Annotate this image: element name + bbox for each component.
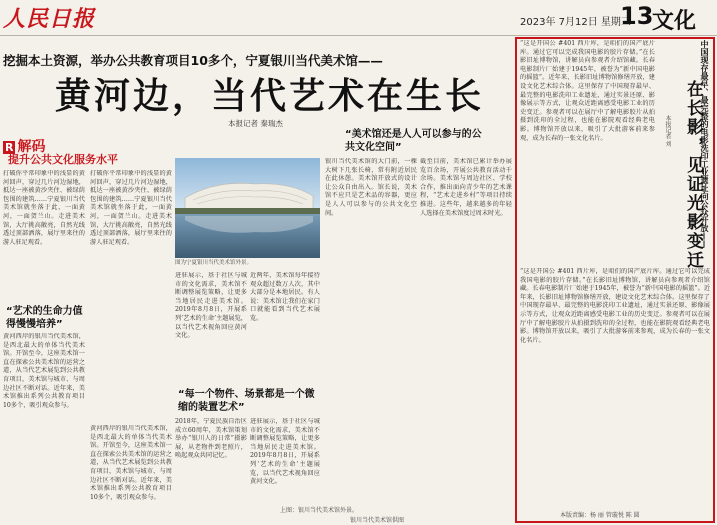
sidebar-kicker: 中国现存最早、最完整的电影洗印工业遗址向公众开放——	[700, 40, 709, 248]
article-column-1b: 黄河西岸的银川当代美术馆，是西北最大的单体当代美术馆。开馆至今，这座美术馆一直在探索公共美术馆的运营之道，从当代艺术展览到公共教育项目，美术馆与城市、与周边社区不断对话。近年来，美术馆推出系列公共教育项目10多个，吸引观众参与。	[3, 333, 85, 409]
lead-byline: 本报记者 秦瑞杰	[228, 119, 283, 128]
page-number: 13	[620, 2, 654, 30]
bottom-credit: 银川当代美术馆供图	[350, 517, 405, 524]
section-name: 文化	[652, 9, 697, 34]
sidebox-title-text: 解码	[17, 139, 46, 155]
lead-headline: 黄河边，当代艺术在生长	[55, 76, 485, 117]
sidebar-body-top: “这是开国公 #401 西片库，是咱们的国产底片库。通过它可以完成我国电影的胶片存储。”在长影旧址博物馆，讲解员向参观者介绍馆藏。长春电影制片厂始建于1945年，被誉为“新中国电影的摇篮”。近年来，长影旧址博物馆修缮开放，建设文化艺术综合体。这里保存了中国现存最早、最完整的电影洗印工业遗址，通过实景还原、影像展示等方式，让观众近距离感受电影工业的历史变迁。参观者可以在展厅中了解电影胶片从拍摄到洗印的全过程，也能在影院观看经典老电影。博物馆开放以来，吸引了大批游客前来参观，成为长春的一张文化名片。	[520, 40, 655, 142]
article-column-3: 银川当代美术馆的大门前，一棵大树下几张长椅，常有附近居民在此休憩。美术馆开放式的设计让公众自由出入。馆长说，美术馆不应只是艺术品的容器，更应是人人可以参与的公共文化空间。	[325, 158, 417, 217]
masthead	[0, 0, 717, 36]
sidebar-body-bottom: “这是开国公 #401 西片库，是咱们的国产底片库。通过它可以完成我国电影的胶片存储。”在长影旧址博物馆，讲解员向参观者介绍馆藏。长春电影制片厂始建于1945年，被誉为“新中国电影的摇篮”。近年来，长影旧址博物馆修缮开放，建设文化艺术综合体。这里保存了中国现存最早、最完整的电影洗印工业遗址，通过实景还原、影像展示等方式，让观众近距离感受电影工业的历史变迁。参观者可以在展厅中了解电影胶片从拍摄到洗印的全过程，也能在影院观看经典老电影。博物馆开放以来，吸引了大批游客前来参观，成为长春的一张文化名片。	[520, 268, 710, 344]
museum-photo	[175, 158, 320, 258]
newspaper-logo: 人民日报	[3, 6, 96, 32]
subhead-3: “美术馆还是人人可以参与的公共文化空间”	[345, 129, 482, 153]
article-column-1a: 打破你平常印象中的浅显的黄河回声，穿过几片河边湿地，抵达一座被黄沙夹住、被绿荫包围的建筑……宁夏银川当代美术馆就坐落于此，一面黄河，一面贺兰山。走进美术馆，大厅挑高敞亮，自然光线透过顶部洒落，展厅里来往的游人驻足观看。	[3, 170, 85, 246]
article-column-4: 截至目前，美术馆已累计举办展览百余场，开展公共教育活动千余场。美术馆与周边社区、学校合作，推出面向青少年的艺术课程，“艺术走进乡村”等项目持续推进。这些年，越来越多的年轻人选择在美术馆度过周末时光。	[420, 158, 512, 217]
sidebox-tag: R	[5, 141, 14, 154]
article-column-2d: 进驻展示，基于社区与城市的文化需求，美术馆不断调整展览策略，让更多当地居民走进美术馆。2019年8月8日，开展系列‘艺术的生命’主题展览，以当代艺术视角回应黄河文化。	[250, 418, 320, 486]
article-column-2c: 近两年，美术馆每年接待观众超过数万人次，其中大部分是本地居民。有人说：美术馆让我们在家门口就能看到当代艺术展览。	[250, 272, 320, 322]
editor-credits: 本版责编：杨 丽 管璇悦 陈 圆	[560, 512, 640, 519]
bottom-caption: 上图：银川当代美术馆外景。	[280, 507, 359, 514]
sidebox-subtitle: 提升公共文化服务水平	[8, 153, 118, 166]
lead-kicker: 挖掘本土资源，举办公共教育项目10多个，宁夏银川当代美术馆——	[3, 53, 383, 68]
article-column-2a: 进驻展示，基于社区与城市的文化需求，美术馆不断调整展览策略，让更多当地居民走进美术馆。2019年8月8日，开展系列‘艺术的生命’主题展览，以当代艺术视角回应黄河文化。	[175, 272, 247, 340]
subhead-1: “艺术的生命力值得慢慢培养”	[6, 306, 83, 330]
sidebar-headline: 在长影，见证光影变迁	[683, 80, 703, 270]
sidebar-byline: 本报记者 刘	[664, 115, 671, 147]
article-column-1d: 黄河西岸的银川当代美术馆，是西北最大的单体当代美术馆。开馆至今，这座美术馆一直在探索公共美术馆的运营之道，从当代艺术展览到公共教育项目，美术馆与城市、与周边社区不断对话。近年来，美术馆推出系列公共教育项目10多个，吸引观众参与。	[90, 425, 172, 501]
article-column-2b: 2018年，宁夏民族自治区成立60周年，美术馆策划举办“银川人的日常”摄影展，从老物件到老照片，唤起观众共同记忆。	[175, 418, 247, 460]
publication-date: 2023年 7月12日 星期三	[520, 17, 631, 28]
subhead-2: “每一个物件、场景都是一个微缩的装置艺术”	[178, 389, 315, 413]
photo-caption: 图为宁夏银川当代美术馆外景。	[175, 260, 253, 266]
museum-photo-image	[175, 158, 320, 258]
article-column-1c: 打破你平常印象中的浅显的黄河回声，穿过几片河边湿地，抵达一座被黄沙夹住、被绿荫包围的建筑……宁夏银川当代美术馆就坐落于此，一面黄河，一面贺兰山。走进美术馆，大厅挑高敞亮，自然光线透过顶部洒落，展厅里来往的游人驻足观看。	[90, 170, 172, 246]
